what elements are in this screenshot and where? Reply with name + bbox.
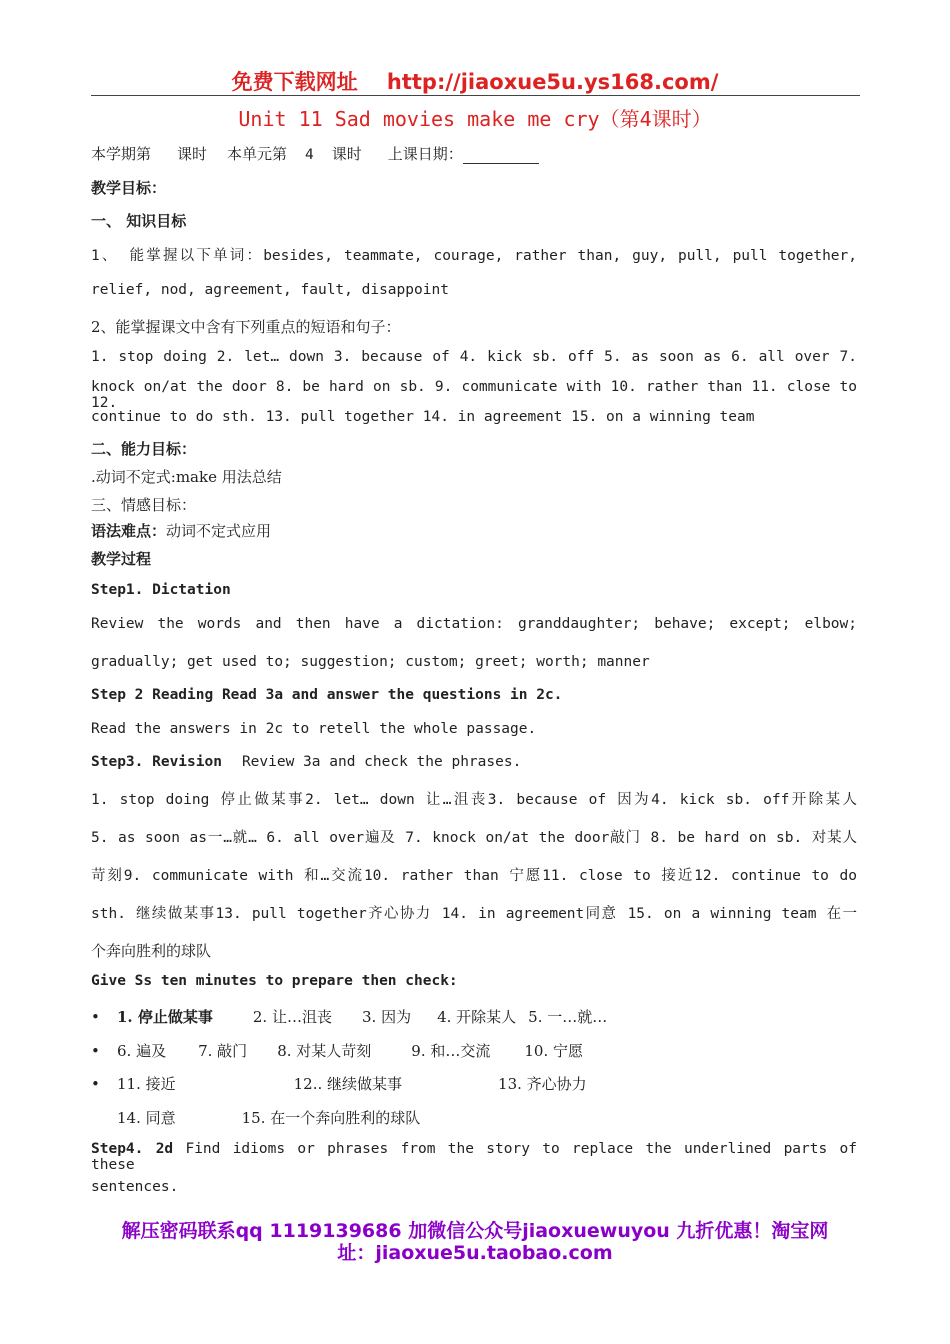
process-heading: 教学过程 [91,550,152,568]
check-row-2 [91,1040,857,1061]
check-item: 11. 接近 [117,1075,176,1093]
check-item: 10. 宁愿 [524,1042,583,1060]
step1-title: Step1. Dictation [91,582,231,598]
knowledge-heading: 一、 知识目标 [91,212,187,230]
check-item: 2. 让…沮丧 [252,1008,332,1026]
semester-label: 本学期第 [91,145,152,163]
bullet: • [91,1008,100,1026]
header-rule [91,95,860,96]
unit-lesson-suffix: 课时 [331,145,362,163]
vocab-line-2: relief, nod, agreement, fault, disappoint [91,282,449,298]
grammar-difficulty [91,520,857,541]
check-row-3 [91,1073,857,1094]
bullet: • [91,1042,100,1060]
meta-line [91,143,857,164]
unit-label: 本单元第 [227,145,288,163]
step3-line-2: 5. as soon as一…就… 6. all over遍及 7. knock on/at the door敲门 8. be hard on sb. 对某人 [91,830,857,846]
phrases-intro: 2、能掌握课文中含有下列重点的短语和句子： [91,318,401,336]
grammar-value: 动词不定式应用 [166,522,272,540]
header-site-label: 免费下载网址 [231,70,358,94]
check-item: 6. 遍及 [117,1042,167,1060]
step3-desc: Review 3a and check the phrases. [241,754,522,770]
step3-title: Step3. Revision [91,754,222,770]
ability-item: .动词不定式:make 用法总结 [91,468,282,486]
check-item: 12.. 继续做某事 [293,1075,403,1093]
grammar-label: 语法难点： [91,522,167,540]
step3-line-3: 苛刻9. communicate with 和…交流10. rather than 宁愿11. close to 接近12. continue to do [91,868,857,884]
page-header [0,66,950,96]
check-row-1 [91,1006,857,1027]
vocab-line-1: 1、 能掌握以下单词：besides, teammate, courage, rather than, guy, pull, pull together, [91,248,857,264]
emotion-heading: 三、情感目标： [91,496,197,514]
lesson-label: 课时 [177,145,208,163]
header-site-url[interactable]: http://jiaoxue5u.ys168.com/ [386,70,719,94]
check-item: 1. 停止做某事 [117,1008,213,1026]
step4-line-1 [91,1141,857,1173]
check-item: 4. 开除某人 [437,1008,517,1026]
step2-line: Read the answers in 2c to retell the whole passage. [91,721,537,737]
step3-line-1: 1. stop doing 停止做某事2. let… down 让…沮丧3. because of 因为4. kick sb. off开除某人 [91,792,857,808]
date-label: 上课日期： [387,145,463,163]
step1-line-2: gradually; get used to; suggestion; custom; greet; worth; manner [91,654,650,670]
check-item: 9. 和…交流 [411,1042,491,1060]
document-title: Unit 11 Sad movies make me cry（第4课时） [238,107,712,131]
phrase-line-1: 1. stop doing 2. let… down 3. because of 4. kick sb. off 5. as soon as 6. all over 7. [91,349,857,365]
unit-lesson-number: 4 [305,147,314,163]
check-item: 15. 在一个奔向胜利的球队 [241,1109,421,1127]
footer-line-2[interactable]: 址：jiaoxue5u.taobao.com [337,1242,613,1264]
date-blank [463,149,539,164]
step4-title: Step4. 2d [91,1141,174,1157]
ability-heading: 二、能力目标： [91,440,197,458]
bullet: • [91,1075,100,1093]
step3-header [91,754,857,770]
check-item: 8. 对某人苛刻 [277,1042,372,1060]
footer-line-1: 解压密码联系qq 1119139686 加微信公众号jiaoxuewuyou 九折优惠！淘宝网 [121,1220,829,1242]
check-item: 7. 敲门 [198,1042,248,1060]
step4-line-2: sentences. [91,1179,179,1195]
check-item: 14. 同意 [117,1109,176,1127]
phrase-line-2: knock on/at the door 8. be hard on sb. 9. communicate with 10. rather than 11. close to 12. [91,379,857,411]
step3-line-4: sth. 继续做某事13. pull together齐心协力 14. in agreement同意 15. on a winning team 在一 [91,906,857,922]
step3-line-5: 个奔向胜利的球队 [91,942,212,960]
step4-text: Find idioms or phrases from the story to replace the underlined parts of these [91,1141,857,1173]
check-item: 5. 一…就… [528,1008,608,1026]
objectives-heading: 教学目标： [91,179,167,197]
page-footer [0,1220,950,1264]
step1-line-1: Review the words and then have a dictation: granddaughter; behave; except; elbow; [91,616,857,632]
step2-title: Step 2 Reading Read 3a and answer the questions in 2c. [91,687,563,703]
check-item: 3. 因为 [361,1008,412,1026]
check-row-4 [117,1107,857,1128]
phrase-line-3: continue to do sth. 13. pull together 14. in agreement 15. on a winning team [91,409,755,425]
check-item: 13. 齐心协力 [498,1075,587,1093]
prepare-title: Give Ss ten minutes to prepare then check: [91,973,458,989]
